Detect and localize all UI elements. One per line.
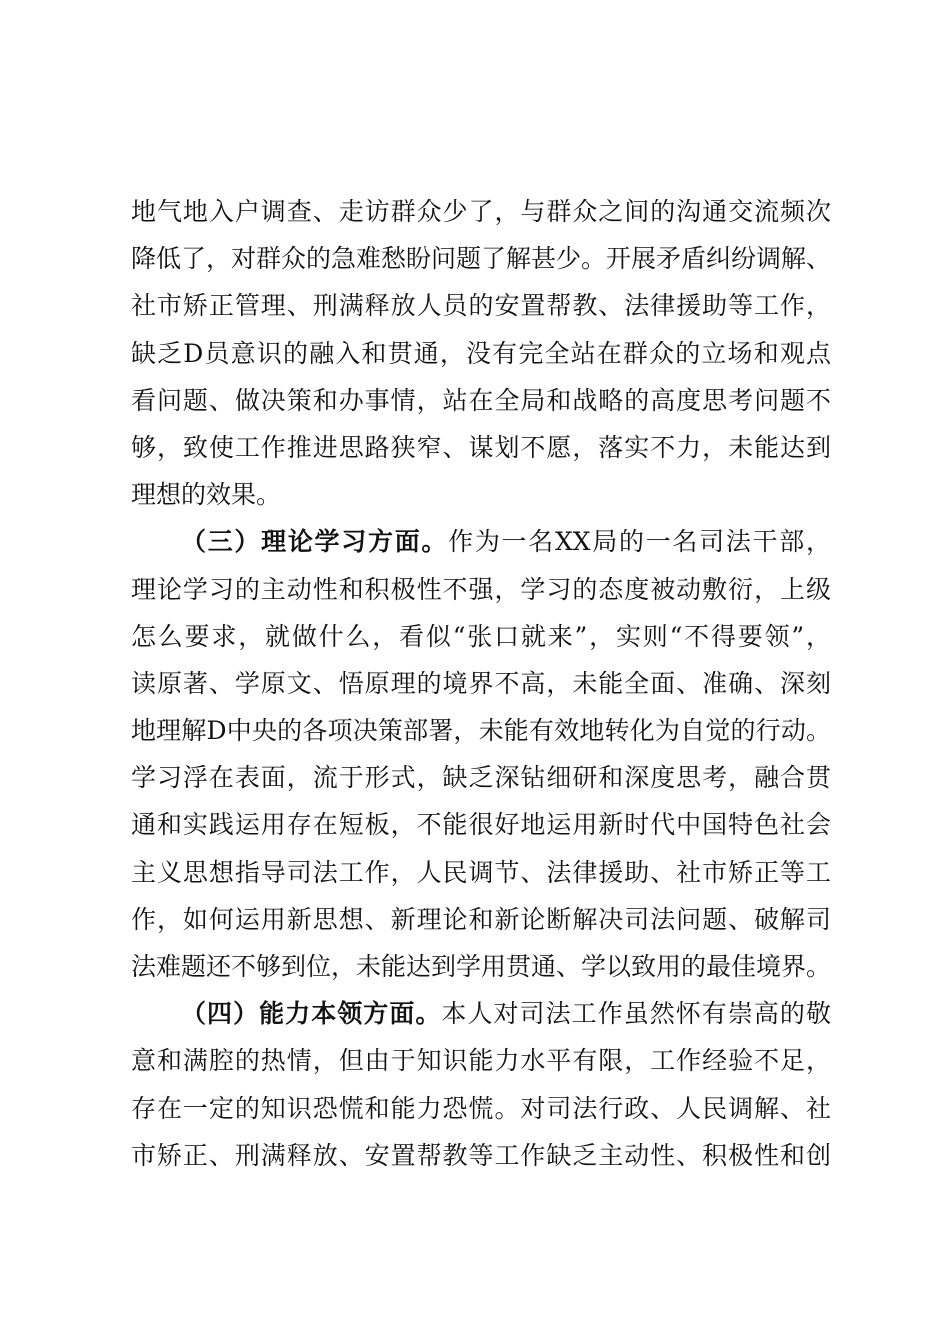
text-line: 主义思想指导司法工作，人民调节、法律援助、社市矫正等工 [131, 857, 831, 887]
section-heading: （四）能力本领方面。 [181, 999, 442, 1029]
text-line [131, 518, 831, 565]
text-line: 降低了，对群众的急难愁盼问题了解甚少。开展矛盾纠纷调解、 [131, 244, 831, 274]
text-line: 够，致使工作推进思路狭窄、谋划不愿，落实不力，未能达到 [131, 432, 831, 462]
text-line: 怎么要求，就做什么，看似“张口就来”，实则“不得要领”， [131, 621, 831, 651]
text-line: 学习浮在表面，流于形式，缺乏深钻细研和深度思考，融合贯 [131, 763, 831, 793]
text-line: 地理解D中央的各项决策部署，未能有效地转化为自觉的行动。 [131, 716, 831, 746]
section-heading: （三）理论学习方面。 [181, 527, 449, 557]
text-line: 理想的效果。 [131, 480, 282, 510]
text-line: 社市矫正管理、刑满释放人员的安置帮教、法律援助等工作， [131, 291, 831, 321]
text-line: 法难题还不够到位，未能达到学用贯通、学以致用的最佳境界。 [131, 952, 831, 981]
text-line: 意和满腔的热情，但由于知识能力水平有限，工作经验不足， [131, 1046, 831, 1076]
text-line: 通和实践运用存在短板，不能很好地运用新时代中国特色社会 [131, 810, 831, 840]
text-line [131, 990, 831, 1037]
text-run: 作为一名XX局的一名司法干部， [448, 527, 831, 557]
text-line: 作，如何运用新思想、新理论和新论断解决司法问题、破解司 [131, 904, 831, 934]
paragraph-ability [131, 990, 831, 1179]
text-line: 读原著、学原文、悟原理的境界不高，未能全面、准确、深刻 [131, 668, 831, 698]
text-line: 地气地入户调查、走访群众少了，与群众之间的沟通交流频次 [131, 197, 831, 226]
text-line: 看问题、做决策和办事情，站在全局和战略的高度思考问题不 [131, 385, 831, 415]
paragraph-theory-study [131, 518, 831, 990]
paragraph-1 [131, 188, 831, 518]
text-line: 市矫正、刑满释放、安置帮教等工作缺乏主动性、积极性和创 [131, 1140, 831, 1170]
text-line: 缺乏D员意识的融入和贯通，没有完全站在群众的立场和观点 [131, 338, 831, 368]
document-body [131, 188, 831, 1179]
text-line: 存在一定的知识恐慌和能力恐慌。对司法行政、人民调解、社 [131, 1093, 831, 1123]
text-run: 本人对司法工作虽然怀有崇高的敬 [441, 999, 831, 1029]
text-line: 理论学习的主动性和积极性不强，学习的态度被动敷衍，上级 [131, 574, 831, 604]
